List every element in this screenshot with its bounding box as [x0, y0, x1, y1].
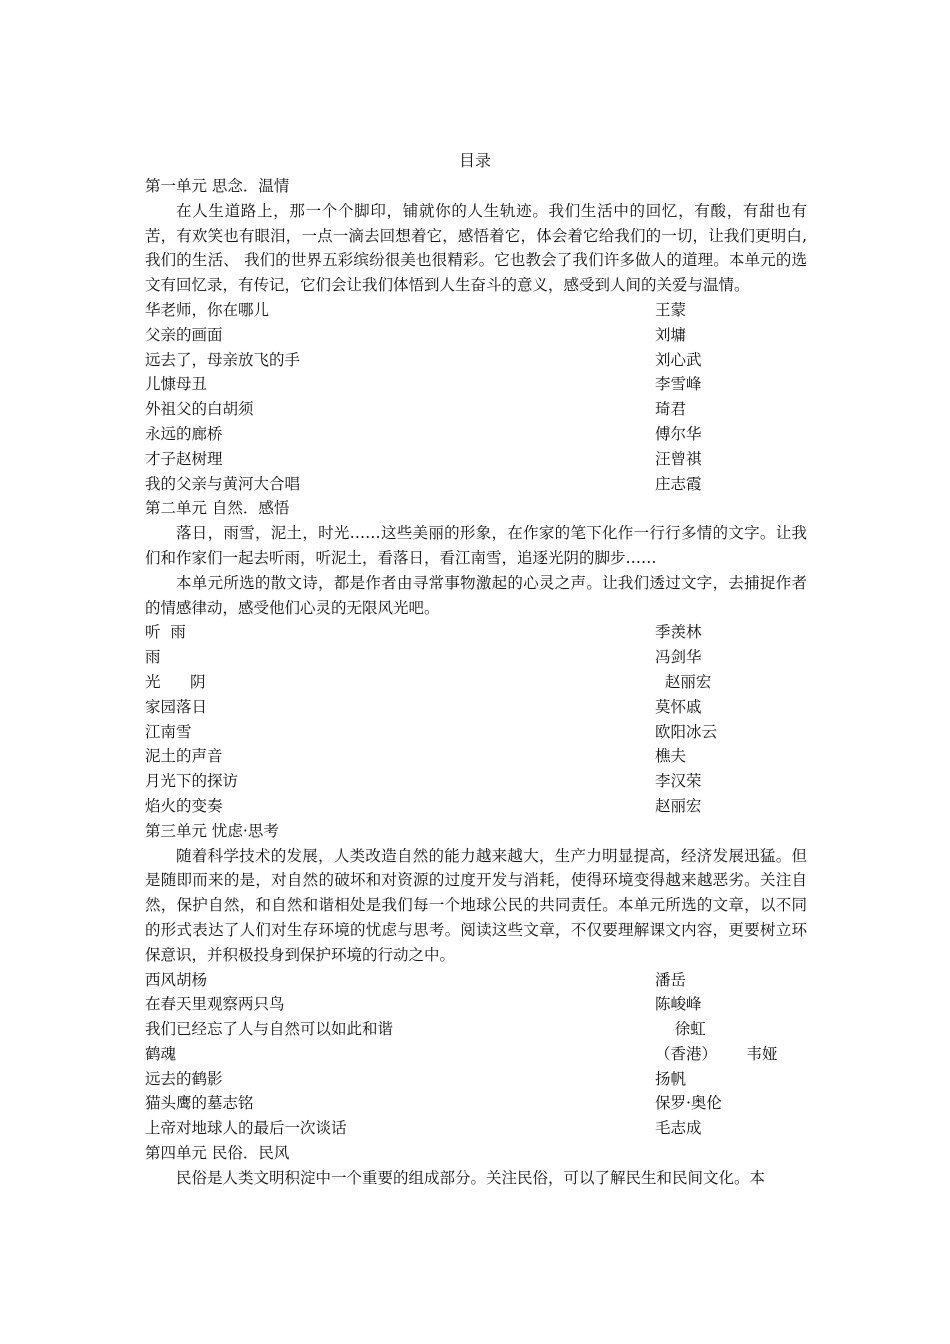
intro-paragraph: 在人生道路上，那一个个脚印，铺就你的人生轨迹。我们生活中的回忆，有酸，有甜也有苦，有欢笑也有眼泪，一点一滴去回想着它，感悟着它，体会着它给我们的一切，让我们更明白,我们的生活、 我们的世界五彩缤纷很美也很精彩。它也教会了我们许多做人的道理。本单元的选文有回忆录，有传记，它们会让我们体悟到人生奋斗的意义，感受到人间的关爱与温情。 [145, 201, 807, 295]
entry-title: 父亲的画面 [145, 325, 223, 344]
unit-2 [145, 496, 807, 818]
toc-entry[interactable] [145, 968, 807, 993]
entry-author: 莫怀戚 [655, 697, 702, 716]
entry-author: 扬帆 [655, 1069, 687, 1088]
toc-entry[interactable] [145, 620, 807, 645]
toc-entry[interactable] [145, 1017, 807, 1042]
toc-entry[interactable] [145, 372, 807, 397]
entry-title: 江南雪 [145, 722, 192, 741]
intro-paragraph: 随着科学技术的发展，人类改造自然的能力越来越大，生产力明显提高，经济发展迅猛。但是随即而来的是，对自然的破坏和对资源的过度开发与消耗，使得环境变得越来越恶劣。关注自然，保护自然，和自然和谐相处是我们每一个地球公民的共同责任。本单元所选的文章，以不同的形式表达了人们对生存环境的忧虑与思考。阅读这些文章，不仅要理解课文内容，更要树立环保意识，并积极投身到保护环境的行动之中。 [145, 846, 807, 964]
toc-list [145, 620, 807, 818]
entry-title: 鹤魂 [145, 1044, 177, 1063]
entry-title: 听 雨 [145, 623, 186, 642]
entry-author: 樵夫 [655, 747, 687, 766]
entry-title: 西风胡杨 [145, 970, 208, 989]
entry-title: 远去的鹤影 [145, 1069, 223, 1088]
toc-entry[interactable] [145, 769, 807, 794]
entry-title: 儿慷母丑 [145, 375, 208, 394]
toc-entry[interactable] [145, 348, 807, 373]
toc-entry[interactable] [145, 744, 807, 769]
toc-entry[interactable] [145, 670, 807, 695]
entry-title: 远去了，母亲放飞的手 [145, 350, 301, 369]
entry-title: 家园落日 [145, 697, 208, 716]
toc-entry[interactable] [145, 992, 807, 1017]
entry-author: 保罗·奥伦 [655, 1094, 722, 1113]
unit-4 [145, 1141, 807, 1191]
toc-entry[interactable] [145, 1091, 807, 1116]
unit-heading: 第三单元 忧虑·思考 [145, 821, 279, 840]
toc-entry[interactable] [145, 645, 807, 670]
entry-title: 外祖父的白胡须 [145, 400, 254, 419]
entry-author: 赵丽宏 [655, 672, 712, 691]
toc-entry[interactable] [145, 1042, 807, 1067]
unit-heading: 第二单元 自然．感悟 [145, 499, 290, 518]
toc-entry[interactable] [145, 720, 807, 745]
entry-author: 李雪峰 [655, 375, 702, 394]
entry-title: 永远的廊桥 [145, 424, 223, 443]
toc-entry[interactable] [145, 397, 807, 422]
unit-intro [145, 199, 807, 298]
entry-author: 欧阳冰云 [655, 722, 718, 741]
unit-3 [145, 819, 807, 1141]
entry-author: （香港） 韦娅 [655, 1044, 778, 1063]
toc-list [145, 298, 807, 496]
toc-list [145, 968, 807, 1142]
entry-title: 雨 [145, 648, 161, 667]
unit-intro [145, 1166, 807, 1191]
entry-title: 月光下的探访 [145, 772, 239, 791]
entry-title: 我的父亲与黄河大合唱 [145, 474, 301, 493]
page-title: 目录 [458, 151, 491, 170]
unit-1 [145, 174, 807, 496]
entry-author: 傅尔华 [655, 424, 702, 443]
unit-heading: 第四单元 民俗．民风 [145, 1144, 290, 1163]
entry-title: 才子赵树理 [145, 449, 223, 468]
toc-entry[interactable] [145, 1067, 807, 1092]
entry-title: 华老师，你在哪儿 [145, 300, 270, 319]
entry-title: 光 阴 [145, 672, 206, 691]
entry-author: 王蒙 [655, 300, 687, 319]
unit-intro [145, 521, 807, 620]
entry-author: 毛志成 [655, 1119, 702, 1138]
toc-entry[interactable] [145, 447, 807, 472]
toc-entry[interactable] [145, 298, 807, 323]
entry-title: 泥土的声音 [145, 747, 223, 766]
toc-entry[interactable] [145, 695, 807, 720]
entry-author: 刘心武 [655, 350, 702, 369]
entry-author: 汪曾祺 [655, 449, 702, 468]
unit-intro [145, 844, 807, 968]
entry-author: 陈峻峰 [655, 995, 702, 1014]
entry-title: 在春天里观察两只鸟 [145, 995, 285, 1014]
unit-heading: 第一单元 思念．温情 [145, 177, 290, 195]
entry-author: 李汉荣 [655, 772, 702, 791]
entry-author: 琦君 [655, 400, 687, 419]
entry-author: 徐虹 [655, 1020, 706, 1039]
toc-entry[interactable] [145, 472, 807, 497]
entry-title: 上帝对地球人的最后一次谈话 [145, 1119, 347, 1138]
entry-author: 庄志霞 [655, 474, 702, 493]
toc-entry[interactable] [145, 794, 807, 819]
entry-author: 冯剑华 [655, 648, 702, 667]
entry-author: 季羡林 [655, 623, 702, 642]
entry-title: 焰火的变奏 [145, 796, 223, 815]
intro-paragraph: 本单元所选的散文诗，都是作者由寻常事物激起的心灵之声。让我们透过文字，去捕捉作者的情感律动，感受他们心灵的无限风光吧。 [145, 573, 807, 617]
entry-author: 潘岳 [655, 970, 687, 989]
intro-paragraph: 落日，雨雪，泥土，时光……这些美丽的形象，在作家的笔下化作一行行多情的文字。让我们和作家们一起去听雨，听泥土，看落日，看江南雪，追逐光阴的脚步…… [145, 524, 807, 567]
toc-entry[interactable] [145, 422, 807, 447]
toc-entry[interactable] [145, 323, 807, 348]
entry-author: 刘墉 [655, 325, 687, 344]
entry-title: 猫头鹰的墓志铭 [145, 1094, 254, 1113]
intro-paragraph: 民俗是人类文明积淀中一个重要的组成部分。关注民俗，可以了解民生和民间文化。本 [176, 1168, 766, 1187]
toc-entry[interactable] [145, 1116, 807, 1141]
entry-author: 赵丽宏 [655, 796, 702, 815]
toc-content [145, 174, 807, 1191]
entry-title: 我们已经忘了人与自然可以如此和谐 [145, 1020, 394, 1039]
